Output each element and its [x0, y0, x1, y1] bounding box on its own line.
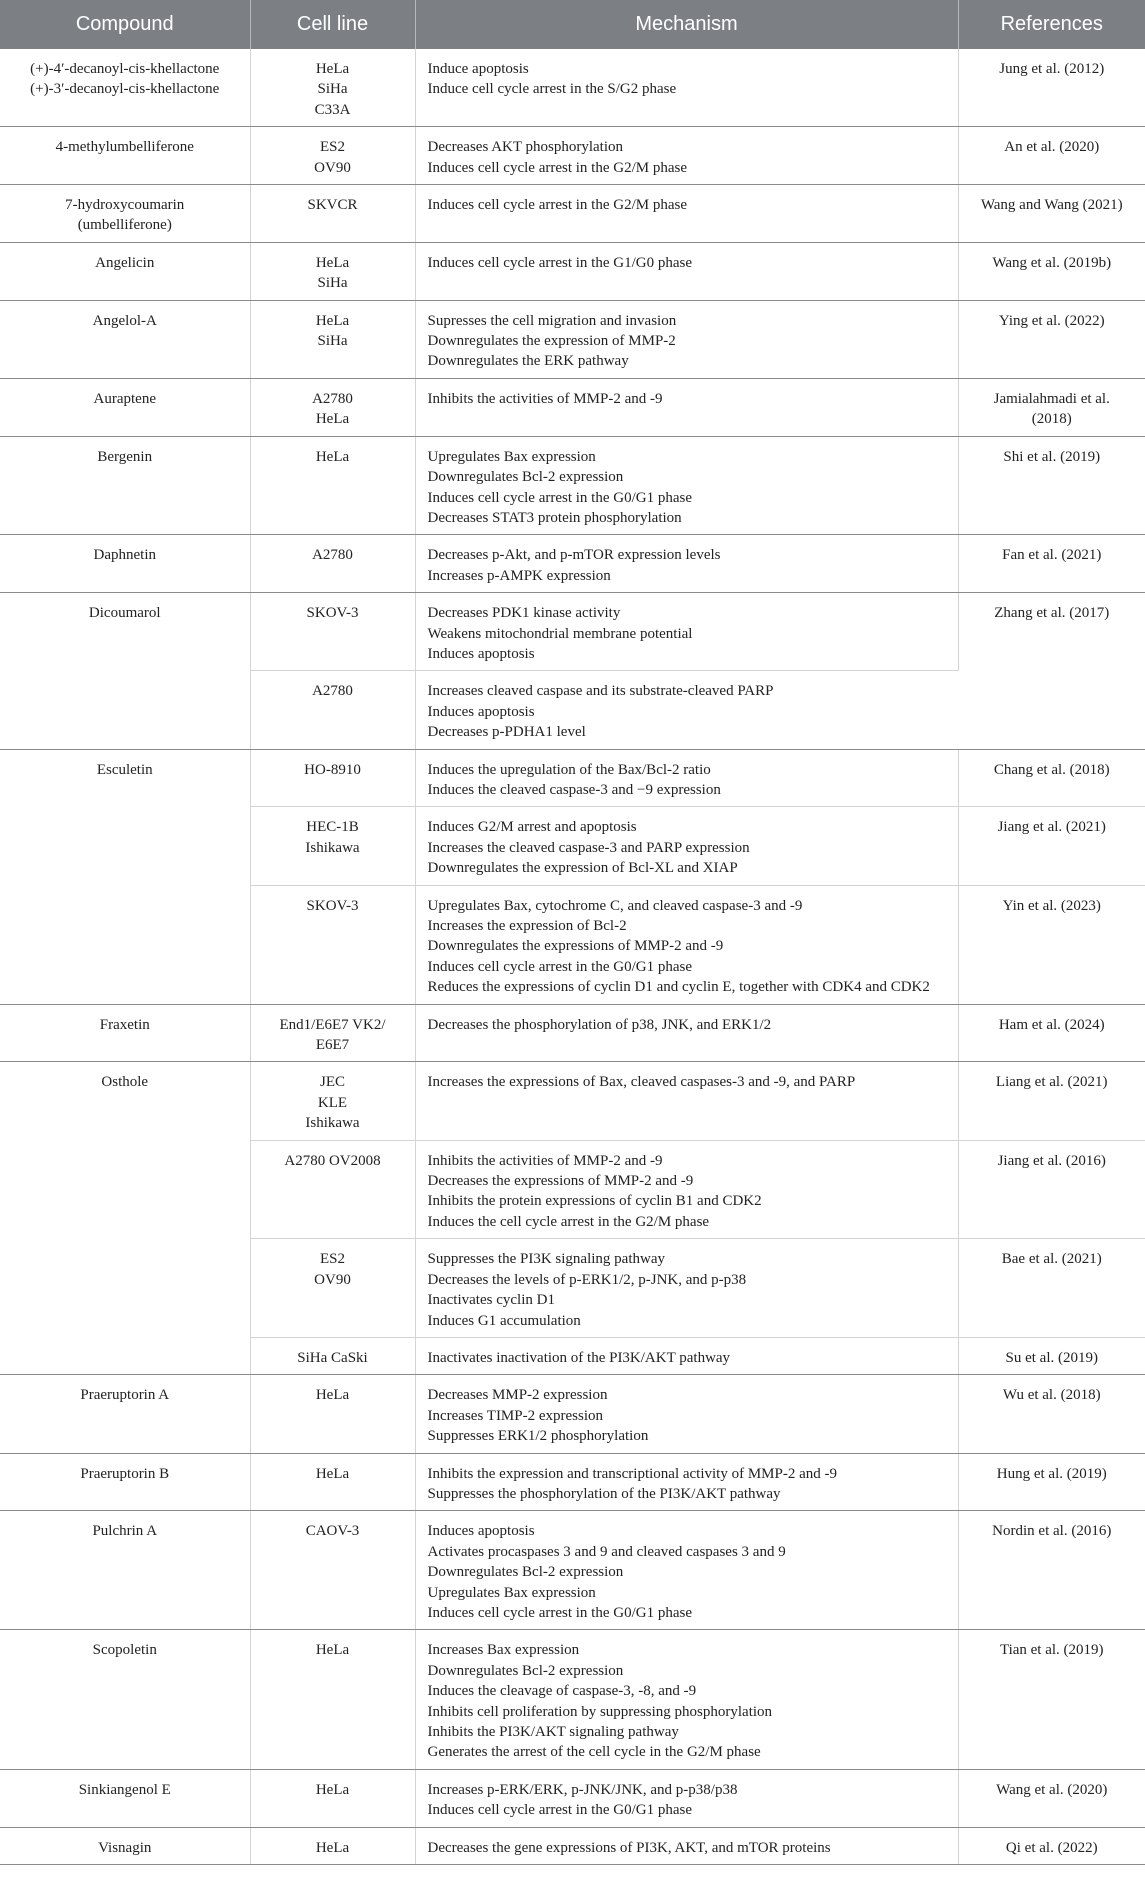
reference-cell [958, 1375, 1145, 1453]
mechanism-cell-line: Upregulates Bax expression [427, 1584, 596, 1601]
table-row [0, 1375, 1145, 1453]
mechanism-cell-line: Induces the upregulation of the Bax/Bcl-2 ratio [427, 761, 711, 778]
reference-cell [958, 749, 1145, 807]
cell-line-cell [250, 749, 415, 807]
mechanism-cell-line: Reduces the expressions of cyclin D1 and cyclin E, together with CDK4 and CDK2 [427, 979, 930, 996]
cell-line-cell [250, 1375, 415, 1453]
cell-line-cell-line: SiHa [317, 81, 348, 98]
cell-line-cell-line: SiHa [317, 275, 348, 292]
mechanism-cell-line: Induces cell cycle arrest in the G0/G1 phase [427, 1802, 692, 1819]
reference-cell [958, 535, 1145, 593]
cell-line-cell-line: A2780 [312, 390, 353, 407]
cell-line-cell-line: OV90 [314, 1271, 351, 1288]
header-cell-line: Cell line [250, 0, 415, 49]
mechanism-cell-line: Decreases MMP-2 expression [427, 1387, 608, 1404]
mechanism-cell-line: Inhibits the activities of MMP-2 and -9 [427, 390, 663, 407]
cell-line-cell [250, 593, 415, 671]
table-row [0, 535, 1145, 593]
reference-cell-line: Jung et al. (2012) [999, 61, 1105, 77]
header-row [0, 0, 1145, 49]
mechanism-cell [415, 807, 958, 885]
mechanism-cell-line: Induces apoptosis [427, 1523, 535, 1540]
cell-line-cell-line: KLE [317, 1094, 348, 1111]
cell-line-cell-line: Ishikawa [305, 839, 360, 856]
reference-cell-line: Liang et al. (2021) [995, 1074, 1108, 1091]
cell-line-cell [250, 535, 415, 593]
reference-cell-line: Su et al. (2019) [1005, 1349, 1098, 1366]
mechanism-cell-line: Downregulates the expression of MMP-2 [427, 333, 676, 350]
compound-cell-line: (+)-3′-decanoyl-cis-khellactone [30, 81, 220, 98]
cell-line-cell-line: SKVCR [307, 197, 358, 214]
cell-line-cell [250, 885, 415, 1004]
cell-line-cell-line: Ishikawa [305, 1115, 360, 1132]
reference-cell-line: Yin et al. (2023) [1002, 897, 1101, 914]
mechanism-cell-line: Induces cell cycle arrest in the G2/M phase [427, 197, 687, 214]
compound-cell-line: Esculetin [96, 761, 153, 778]
mechanism-cell-line: Decreases the levels of p-ERK1/2, p-JNK, and p-p38 [427, 1271, 747, 1288]
reference-cell-line: Jiang et al. (2021) [997, 819, 1106, 836]
mechanism-cell-line: Downregulates the expression of Bcl-XL and XIAP [427, 860, 738, 877]
mechanism-cell-line: Downregulates Bcl-2 expression [427, 469, 624, 486]
cell-line-cell [250, 1004, 415, 1062]
mechanism-cell-line: Induces cell cycle arrest in the G2/M phase [427, 159, 687, 176]
cell-line-cell-line: HeLa [315, 1781, 350, 1798]
cell-line-cell-line: HeLa [315, 312, 350, 329]
table-row [0, 436, 1145, 535]
cell-line-cell [250, 1511, 415, 1630]
mechanism-cell-line: Decreases the phosphorylation of p38, JNK, and ERK1/2 [427, 1016, 772, 1033]
reference-cell-line: Fan et al. (2021) [1002, 547, 1102, 564]
cell-line-cell [250, 1630, 415, 1769]
mechanism-cell-line: Decreases STAT3 protein phosphorylation [427, 509, 682, 526]
mechanism-cell [415, 1453, 958, 1511]
reference-cell [958, 1140, 1145, 1239]
cell-line-cell-line: HeLa [315, 254, 350, 271]
cell-line-cell [250, 185, 415, 243]
mechanism-cell-line: Upregulates Bax expression [427, 448, 596, 465]
cell-line-cell-line: JEC [319, 1074, 345, 1091]
mechanism-cell-line: Downregulates Bcl-2 expression [427, 1564, 624, 1581]
cell-line-cell-line: A2780 [312, 683, 353, 700]
mechanism-cell [415, 1827, 958, 1864]
mechanism-cell-line: Decreases p-Akt, and p-mTOR expression levels [427, 547, 721, 564]
mechanism-cell-line: Activates procaspases 3 and 9 and cleaved caspases 3 and 9 [427, 1543, 786, 1560]
compound-cell [0, 1769, 250, 1827]
table-row [0, 49, 1145, 127]
table-row [0, 300, 1145, 378]
reference-cell [958, 127, 1145, 185]
cell-line-cell-line: HeLa [315, 1642, 350, 1659]
mechanism-cell-line: Decreases the gene expressions of PI3K, AKT, and mTOR proteins [427, 1839, 831, 1856]
compound-cell-line: Auraptene [93, 390, 156, 407]
mechanism-cell-line: Increases TIMP-2 expression [427, 1407, 604, 1424]
compound-cell-line: Visnagin [98, 1839, 152, 1856]
compound-cell-line: Angelicin [95, 254, 155, 271]
mechanism-cell [415, 127, 958, 185]
mechanism-cell-line: Increases p-AMPK expression [427, 567, 611, 584]
reference-cell-line: Jamialahmadi et al. [993, 390, 1110, 407]
mechanism-cell [415, 436, 958, 535]
cell-line-cell [250, 127, 415, 185]
compound-cell-line: Angelol-A [92, 312, 157, 329]
cell-line-cell [250, 807, 415, 885]
mechanism-cell-line: Decreases p-PDHA1 level [427, 724, 586, 741]
table-row [0, 1630, 1145, 1769]
mechanism-cell-line: Weakens mitochondrial membrane potential [427, 625, 693, 642]
cell-line-cell-line: ES2 [319, 1251, 345, 1268]
cell-line-cell [250, 378, 415, 436]
cell-line-cell-line: HEC-1B [306, 819, 359, 836]
table-body [0, 49, 1145, 1865]
mechanism-cell-line: Decreases PDK1 kinase activity [427, 605, 621, 622]
cell-line-cell [250, 436, 415, 535]
cell-line-cell-line: A2780 [312, 547, 353, 564]
header-compound: Compound [0, 0, 250, 49]
compound-cell-line: 7-hydroxycoumarin [65, 197, 185, 214]
mechanism-cell-line: Generates the arrest of the cell cycle in the G2/M phase [427, 1744, 761, 1761]
mechanism-cell [415, 749, 958, 807]
reference-cell-line: Qi et al. (2022) [1005, 1839, 1098, 1856]
reference-cell-line: Hung et al. (2019) [996, 1465, 1107, 1482]
compound-cell [0, 749, 250, 1004]
compound-cell [0, 1511, 250, 1630]
reference-cell-line: Jiang et al. (2016) [997, 1152, 1106, 1169]
mechanism-cell-line: Upregulates Bax, cytochrome C, and cleaved caspase-3 and -9 [427, 897, 803, 914]
compound-cell [0, 1004, 250, 1062]
table-row [0, 378, 1145, 436]
mechanism-cell-line: Induces G2/M arrest and apoptosis [427, 819, 637, 836]
reference-cell-line: Wang and Wang (2021) [980, 197, 1123, 214]
mechanism-cell-line: Decreases the expressions of MMP-2 and -9 [427, 1173, 694, 1190]
mechanism-cell [415, 535, 958, 593]
cell-line-cell-line: CAOV-3 [305, 1523, 360, 1540]
mechanism-cell-line: Suppresses the PI3K signaling pathway [427, 1251, 665, 1268]
table-row [0, 1062, 1145, 1140]
mechanism-cell-line: Induces cell cycle arrest in the G0/G1 phase [427, 489, 692, 506]
cell-line-cell-line: E6E7 [315, 1037, 350, 1054]
cell-line-cell [250, 1453, 415, 1511]
compound-cell [0, 49, 250, 127]
cell-line-cell [250, 1062, 415, 1140]
mechanism-cell-line: Increases cleaved caspase and its substrate-cleaved PARP [427, 683, 774, 700]
mechanism-cell [415, 1630, 958, 1769]
compound-cell-line: Sinkiangenol E [78, 1781, 171, 1798]
mechanism-cell-line: Inhibits the PI3K/AKT signaling pathway [427, 1724, 679, 1740]
reference-cell-line: Tian et al. (2019) [999, 1642, 1104, 1659]
mechanism-cell-line: Inactivates inactivation of the PI3K/AKT pathway [427, 1349, 731, 1366]
compound-cell-line: 4-methylumbelliferone [55, 139, 194, 156]
mechanism-cell-line: Downregulates the ERK pathway [427, 353, 629, 370]
cell-line-cell-line: HeLa [315, 411, 350, 428]
mechanism-cell [415, 885, 958, 1004]
header-references: References [958, 0, 1145, 49]
reference-cell [958, 49, 1145, 127]
mechanism-cell-line: Induces the cell cycle arrest in the G2/M phase [427, 1213, 710, 1230]
mechanism-cell-line: Induce apoptosis [427, 61, 529, 77]
mechanism-cell-line: Induces apoptosis [427, 645, 535, 662]
cell-line-cell [250, 242, 415, 300]
mechanism-cell [415, 1004, 958, 1062]
mechanism-cell [415, 185, 958, 243]
reference-cell [958, 1062, 1145, 1140]
mechanism-cell-line: Supresses the cell migration and invasion [427, 312, 677, 329]
cell-line-cell-line: HeLa [315, 448, 350, 465]
compound-cell-line: Dicoumarol [88, 605, 161, 622]
cell-line-cell [250, 1827, 415, 1864]
mechanism-cell [415, 593, 958, 671]
mechanism-cell-line: Suppresses ERK1/2 phosphorylation [427, 1428, 649, 1445]
cell-line-cell-line: A2780 OV2008 [284, 1152, 381, 1169]
cell-line-cell-line: SKOV-3 [306, 897, 359, 914]
mechanism-cell-line: Induces cell cycle arrest in the G0/G1 phase [427, 1604, 692, 1621]
compound-cell [0, 1630, 250, 1769]
cell-line-cell-line: SKOV-3 [306, 605, 359, 622]
cell-line-cell-line: HeLa [315, 1387, 350, 1404]
compound-cell-line: Praeruptorin A [80, 1387, 170, 1404]
reference-cell-line: Shi et al. (2019) [1003, 448, 1101, 465]
compound-cell-line: Scopoletin [92, 1642, 157, 1659]
reference-cell [958, 807, 1145, 885]
mechanism-cell-line: Increases the expressions of Bax, cleaved caspases-3 and -9, and PARP [427, 1074, 856, 1091]
cell-line-cell [250, 49, 415, 127]
compound-cell [0, 242, 250, 300]
cell-line-cell [250, 1239, 415, 1338]
cell-line-cell-line: HeLa [315, 61, 350, 77]
compound-cell [0, 185, 250, 243]
reference-cell [958, 1769, 1145, 1827]
table-row [0, 1769, 1145, 1827]
reference-cell-line: Ham et al. (2024) [998, 1016, 1105, 1033]
mechanism-cell-line: Increases p-ERK/ERK, p-JNK/JNK, and p-p38/p38 [427, 1781, 738, 1798]
mechanism-cell [415, 1337, 958, 1374]
table-row [0, 1453, 1145, 1511]
mechanism-cell-line: Induces cell cycle arrest in the G1/G0 phase [427, 254, 692, 271]
mechanism-cell [415, 1769, 958, 1827]
compound-cell [0, 1453, 250, 1511]
mechanism-cell [415, 300, 958, 378]
table-row [0, 242, 1145, 300]
reference-cell-line: Wang et al. (2019b) [992, 254, 1112, 271]
compound-cell-line: (+)-4′-decanoyl-cis-khellactone [30, 61, 220, 77]
mechanism-cell [415, 671, 958, 749]
reference-cell [958, 1453, 1145, 1511]
compound-cell [0, 300, 250, 378]
cell-line-cell-line: SiHa CaSki [297, 1349, 368, 1366]
header-mechanism: Mechanism [415, 0, 958, 49]
mechanism-cell-line: Induces G1 accumulation [427, 1312, 581, 1329]
reference-cell [958, 436, 1145, 535]
compound-cell [0, 378, 250, 436]
reference-cell [958, 1630, 1145, 1769]
mechanism-cell-line: Inhibits the expression and transcriptional activity of MMP-2 and -9 [427, 1465, 838, 1482]
mechanism-cell-line: Induces the cleaved caspase-3 and −9 expression [427, 781, 721, 798]
compound-cell-line: Daphnetin [93, 547, 156, 564]
reference-cell [958, 1004, 1145, 1062]
cell-line-cell-line: OV90 [314, 159, 351, 176]
mechanism-cell-line: Inhibits cell proliferation by suppressing phosphorylation [427, 1703, 773, 1720]
mechanism-cell-line: Decreases AKT phosphorylation [427, 139, 624, 156]
reference-cell [958, 1827, 1145, 1864]
mechanism-cell [415, 1140, 958, 1239]
mechanism-cell [415, 1375, 958, 1453]
mechanism-cell-line: Inactivates cyclin D1 [427, 1292, 555, 1309]
compound-cell [0, 535, 250, 593]
mechanism-cell-line: Inhibits the protein expressions of cyclin B1 and CDK2 [427, 1193, 762, 1210]
compound-cell [0, 593, 250, 749]
compound-cell-line: Bergenin [97, 448, 153, 465]
mechanism-cell [415, 49, 958, 127]
reference-cell [958, 185, 1145, 243]
mechanism-cell [415, 1511, 958, 1630]
compound-cell-line: (umbelliferone) [77, 217, 172, 234]
reference-cell-line: Zhang et al. (2017) [994, 605, 1110, 622]
reference-cell [958, 1239, 1145, 1338]
reference-cell [958, 593, 1145, 749]
cell-line-cell-line: HeLa [315, 1839, 350, 1856]
reference-cell [958, 1337, 1145, 1374]
compound-cell [0, 1375, 250, 1453]
mechanism-cell-line: Induces cell cycle arrest in the G0/G1 phase [427, 958, 692, 975]
mechanism-cell [415, 242, 958, 300]
cell-line-cell-line: C33A [314, 101, 351, 118]
reference-cell [958, 885, 1145, 1004]
reference-cell-line: Nordin et al. (2016) [992, 1523, 1112, 1540]
cell-line-cell [250, 300, 415, 378]
mechanism-cell [415, 1239, 958, 1338]
mechanism-cell-line: Increases the cleaved caspase-3 and PARP expression [427, 839, 750, 856]
compound-cell [0, 1062, 250, 1375]
table-row [0, 1511, 1145, 1630]
table-row [0, 749, 1145, 807]
reference-cell-line: Chang et al. (2018) [993, 761, 1110, 778]
reference-cell [958, 300, 1145, 378]
reference-cell-line: Wang et al. (2020) [996, 1781, 1108, 1798]
mechanism-cell-line: Induce cell cycle arrest in the S/G2 phase [427, 81, 677, 98]
cell-line-cell-line: End1/E6E7 VK2/ [279, 1016, 386, 1033]
reference-cell [958, 378, 1145, 436]
compound-cell [0, 436, 250, 535]
table-row [0, 1827, 1145, 1864]
table-row [0, 127, 1145, 185]
mechanism-cell-line: Downregulates the expressions of MMP-2 and -9 [427, 938, 724, 955]
mechanism-cell-line: Induces apoptosis [427, 703, 535, 720]
mechanism-cell [415, 378, 958, 436]
reference-cell [958, 242, 1145, 300]
mechanism-cell-line: Increases the expression of Bcl-2 [427, 918, 627, 934]
table-row [0, 593, 1145, 671]
cell-line-cell-line: HO-8910 [304, 761, 361, 778]
compound-cell-line: Osthole [101, 1074, 149, 1091]
reference-cell-line: Wu et al. (2018) [1002, 1387, 1101, 1404]
reference-cell-line: (2018) [1031, 411, 1072, 428]
reference-cell [958, 1511, 1145, 1630]
mechanism-cell-line: Increases Bax expression [427, 1642, 580, 1659]
mechanism-cell-line: Suppresses the phosphorylation of the PI3K/AKT pathway [427, 1485, 781, 1502]
mechanism-cell-line: Induces the cleavage of caspase-3, -8, and -9 [427, 1683, 697, 1700]
mechanism-cell [415, 1062, 958, 1140]
compound-cell-line: Fraxetin [99, 1016, 150, 1033]
table-row [0, 1004, 1145, 1062]
compound-cell [0, 127, 250, 185]
compound-cell-line: Pulchrin A [92, 1523, 158, 1540]
compound-cell-line: Praeruptorin B [80, 1465, 170, 1482]
compound-cell [0, 1827, 250, 1864]
cell-line-cell [250, 1337, 415, 1374]
mechanism-cell-line: Inhibits the activities of MMP-2 and -9 [427, 1152, 663, 1169]
cell-line-cell [250, 671, 415, 749]
reference-cell-line: Bae et al. (2021) [1001, 1251, 1102, 1268]
cell-line-cell [250, 1140, 415, 1239]
mechanism-cell-line: Downregulates Bcl-2 expression [427, 1662, 624, 1679]
reference-cell-line: An et al. (2020) [1004, 139, 1100, 156]
cell-line-cell-line: HeLa [315, 1465, 350, 1482]
cell-line-cell-line: ES2 [319, 139, 345, 156]
reference-cell-line: Ying et al. (2022) [998, 312, 1105, 329]
cell-line-cell [250, 1769, 415, 1827]
table-row [0, 185, 1145, 243]
cell-line-cell-line: SiHa [317, 333, 348, 350]
